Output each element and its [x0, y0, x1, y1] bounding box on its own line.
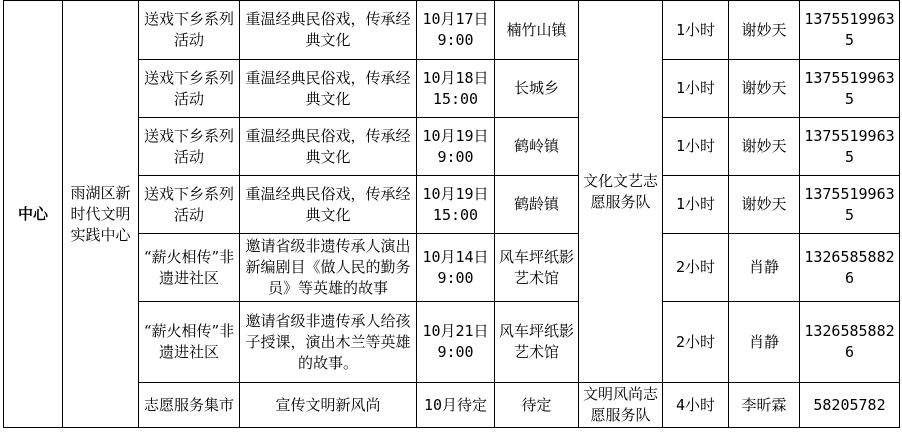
- activity-duration-cell: 4小时: [663, 383, 729, 428]
- contact-phone-cell: 13265858826: [800, 302, 900, 383]
- activity-content-cell: 重温经典民俗戏，传承经典文化: [240, 60, 417, 118]
- contact-person-cell: 谢妙天: [729, 60, 800, 118]
- activity-content-cell: 宣传文明新风尚: [240, 383, 417, 428]
- contact-person-cell: 谢妙天: [729, 118, 800, 176]
- volunteer-team-cell: 文化文艺志愿服务队: [579, 1, 663, 383]
- activity-time-cell: 10月19日 15:00: [417, 176, 495, 234]
- activity-table: [3, 0, 900, 428]
- table-row: [4, 383, 900, 428]
- activity-duration-cell: 1小时: [663, 118, 729, 176]
- contact-phone-cell: 13265858826: [800, 234, 900, 302]
- activity-time-cell: 10月19日 9:00: [417, 118, 495, 176]
- department-cell: 中心: [4, 1, 63, 428]
- activity-content-cell: 重温经典民俗戏，传承经典文化: [240, 176, 417, 234]
- contact-person-cell: 肖静: [729, 234, 800, 302]
- organizer-cell: 雨湖区新时代文明实践中心: [63, 1, 139, 428]
- activity-content-cell: 邀请省级非遗传承人给孩子授课，演出木兰等英雄的故事。: [240, 302, 417, 383]
- activity-time-cell: 10月17日 9:00: [417, 1, 495, 60]
- contact-phone-cell: 58205782: [800, 383, 900, 428]
- activity-time-cell: 10月21日 9:00: [417, 302, 495, 383]
- activity-content-cell: 邀请省级非遗传承人演出新编剧目《做人民的勤务员》等英雄的故事: [240, 234, 417, 302]
- table-row: [4, 302, 900, 383]
- activity-duration-cell: 1小时: [663, 1, 729, 60]
- activity-name-cell: “薪火相传”非遗进社区: [139, 302, 240, 383]
- contact-phone-cell: 13755199635: [800, 60, 900, 118]
- table-row: [4, 176, 900, 234]
- table-row: [4, 1, 900, 60]
- table-row: [4, 118, 900, 176]
- volunteer-team-cell: 文明风尚志愿服务队: [579, 383, 663, 428]
- activity-duration-cell: 2小时: [663, 234, 729, 302]
- activity-duration-cell: 1小时: [663, 60, 729, 118]
- activity-content-cell: 重温经典民俗戏，传承经典文化: [240, 1, 417, 60]
- activity-location-cell: 楠竹山镇: [495, 1, 579, 60]
- activity-time-cell: 10月14日 9:00: [417, 234, 495, 302]
- activity-location-cell: 风车坪纸影艺术馆: [495, 302, 579, 383]
- contact-person-cell: 李昕霖: [729, 383, 800, 428]
- activity-name-cell: “薪火相传”非遗进社区: [139, 234, 240, 302]
- table-row: [4, 60, 900, 118]
- activity-duration-cell: 2小时: [663, 302, 729, 383]
- activity-location-cell: 待定: [495, 383, 579, 428]
- activity-name-cell: 送戏下乡系列活动: [139, 1, 240, 60]
- contact-phone-cell: 13755199635: [800, 1, 900, 60]
- contact-phone-cell: 13755199635: [800, 176, 900, 234]
- activity-name-cell: 送戏下乡系列活动: [139, 118, 240, 176]
- contact-person-cell: 谢妙天: [729, 176, 800, 234]
- contact-person-cell: 谢妙天: [729, 1, 800, 60]
- activity-name-cell: 送戏下乡系列活动: [139, 60, 240, 118]
- contact-person-cell: 肖静: [729, 302, 800, 383]
- activity-content-cell: 重温经典民俗戏，传承经典文化: [240, 118, 417, 176]
- activity-name-cell: 送戏下乡系列活动: [139, 176, 240, 234]
- contact-phone-cell: 13755199635: [800, 118, 900, 176]
- activity-time-cell: 10月待定: [417, 383, 495, 428]
- activity-location-cell: 风车坪纸影艺术馆: [495, 234, 579, 302]
- activity-name-cell: 志愿服务集市: [139, 383, 240, 428]
- activity-location-cell: 鹤龄镇: [495, 176, 579, 234]
- activity-time-cell: 10月18日 15:00: [417, 60, 495, 118]
- activity-duration-cell: 1小时: [663, 176, 729, 234]
- activity-location-cell: 长城乡: [495, 60, 579, 118]
- activity-location-cell: 鹤岭镇: [495, 118, 579, 176]
- table-row: [4, 234, 900, 302]
